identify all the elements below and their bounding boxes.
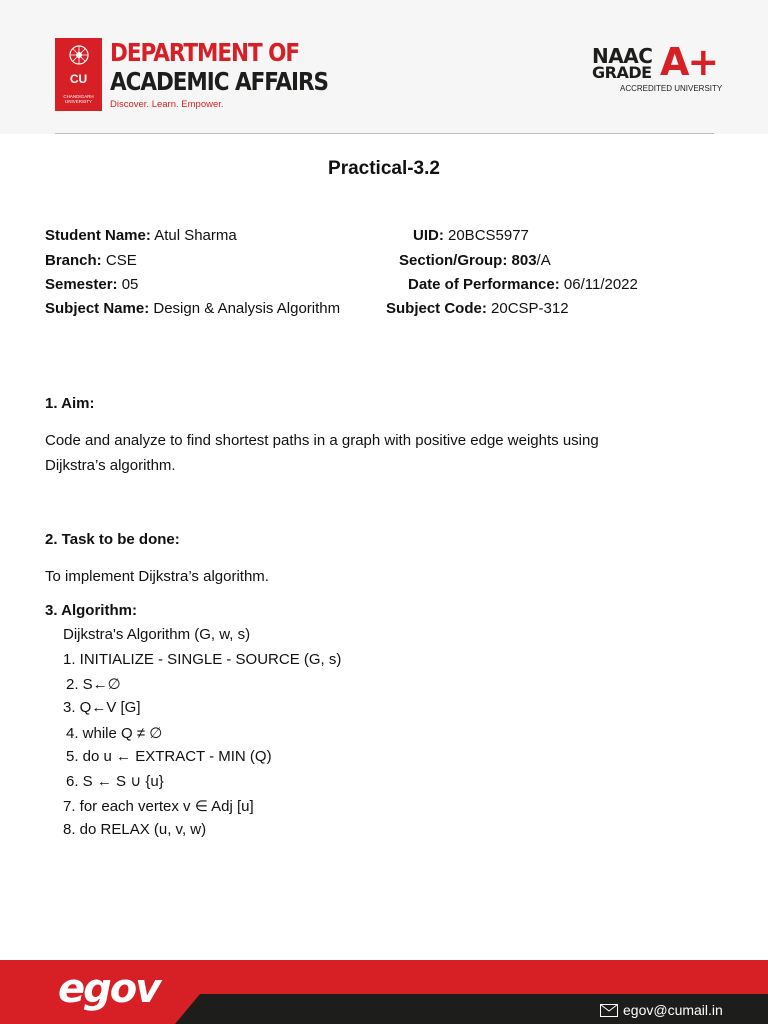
subject-name-row bbox=[45, 300, 340, 317]
semester-value: 05 bbox=[121, 276, 139, 293]
semester-label: Semester: bbox=[45, 276, 118, 293]
logo-abbr: CU bbox=[69, 72, 88, 86]
university-emblem-icon bbox=[68, 44, 90, 66]
subject-code-value: 20CSP-312 bbox=[491, 300, 569, 317]
algorithm-line: 5. do u ← EXTRACT - MIN (Q) bbox=[66, 748, 272, 765]
department-title-line1: DEPARTMENT OF bbox=[110, 38, 299, 67]
subject-name-value: Design & Analysis Algorithm bbox=[153, 300, 341, 317]
naac-label: NAAC bbox=[592, 44, 653, 68]
subject-name-label: Subject Name: bbox=[45, 300, 150, 317]
aim-text bbox=[45, 428, 599, 478]
algorithm-line: 6. S ← S ∪ {u} bbox=[66, 773, 164, 790]
subject-code-label: Subject Code: bbox=[386, 300, 487, 317]
tagline: Discover. Learn. Empower. bbox=[110, 99, 224, 110]
task-text: To implement Dijkstra’s algorithm. bbox=[45, 568, 269, 585]
department-title-line2: ACADEMIC AFFAIRS bbox=[110, 67, 328, 96]
aim-heading: 1. Aim: bbox=[45, 395, 95, 412]
task-heading: 2. Task to be done: bbox=[45, 531, 180, 548]
mail-icon bbox=[600, 1004, 618, 1017]
egov-logo: egov bbox=[58, 966, 160, 1012]
footer-email: egov@cumail.in bbox=[623, 1002, 723, 1018]
algorithm-line: 8. do RELAX (u, v, w) bbox=[63, 821, 207, 838]
algorithm-line: 4. while Q ≠ ∅ bbox=[66, 725, 163, 742]
date-row bbox=[408, 276, 638, 293]
student-name-label: Student Name: bbox=[45, 227, 151, 244]
grade-label: GRADE bbox=[592, 63, 652, 82]
cu-logo bbox=[55, 38, 102, 111]
logo-university-name: CHANDIGARH UNIVERSITY bbox=[63, 94, 94, 104]
student-name-row bbox=[45, 227, 237, 244]
algorithm-line: 3. Q←V [G] bbox=[63, 699, 141, 716]
algorithm-line: 2. S←∅ bbox=[66, 676, 121, 693]
uid-label: UID: bbox=[413, 227, 444, 244]
branch-value: CSE bbox=[105, 252, 137, 269]
section-label: Section/Group: bbox=[399, 252, 508, 269]
section-suffix: /A bbox=[536, 252, 551, 269]
naac-badge bbox=[592, 40, 723, 96]
header-divider bbox=[55, 133, 714, 134]
algorithm-line: 1. INITIALIZE - SINGLE - SOURCE (G, s) bbox=[63, 651, 342, 668]
student-name-value: Atul Sharma bbox=[154, 227, 237, 244]
section-row bbox=[399, 252, 551, 269]
accredited-label: ACCREDITED UNIVERSITY bbox=[620, 84, 723, 93]
algorithm-line: 7. for each vertex v ∈ Adj [u] bbox=[63, 798, 254, 815]
page-title: Practical-3.2 bbox=[328, 158, 440, 179]
date-label: Date of Performance: bbox=[408, 276, 560, 293]
grade-value: A+ bbox=[660, 40, 718, 84]
aim-line-1: Code and analyze to find shortest paths in a graph with positive edge weights using bbox=[45, 432, 599, 449]
uid-value: 20BCS5977 bbox=[448, 227, 529, 244]
branch-row bbox=[45, 252, 137, 269]
uid-row bbox=[413, 227, 529, 244]
aim-line-2: Dijkstra’s algorithm. bbox=[45, 457, 176, 474]
section-number: 803 bbox=[511, 252, 537, 269]
subject-code-row bbox=[386, 300, 569, 317]
algorithm-heading: 3. Algorithm: bbox=[45, 602, 137, 619]
algorithm-line: Dijkstra's Algorithm (G, w, s) bbox=[63, 626, 251, 643]
branch-label: Branch: bbox=[45, 252, 102, 269]
semester-row bbox=[45, 276, 138, 293]
date-value: 06/11/2022 bbox=[563, 276, 638, 293]
